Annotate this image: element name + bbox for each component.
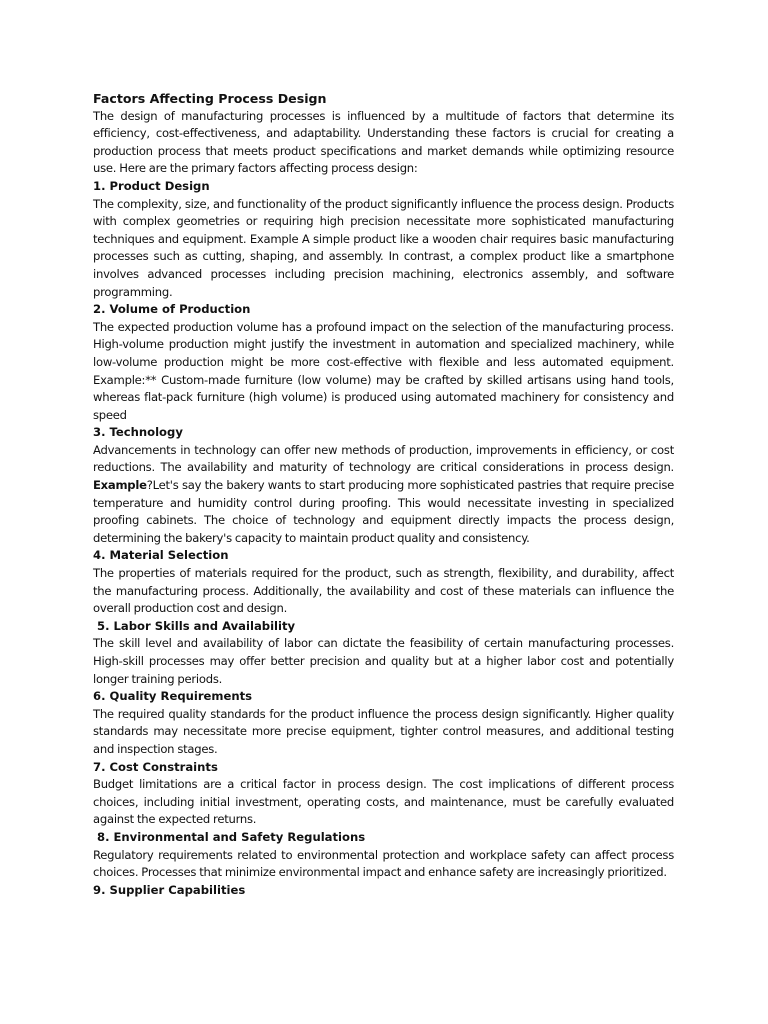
section-body-labor-skills: The skill level and availability of labor can dictate the feasibility of certain manufacturing processes. High-skill processes may offer better precision and quality but at a higher labor cost and potentially longer training periods. bbox=[93, 636, 674, 686]
section-heading-technology: 3. Technology bbox=[93, 425, 183, 440]
section-heading-volume-of-production: 2. Volume of Production bbox=[93, 302, 251, 317]
section-heading-environmental-safety: 8. Environmental and Safety Regulations bbox=[97, 829, 366, 844]
section-body-environmental-safety: Regulatory requirements related to environmental protection and workplace safety can affect process choices. Processes that minimize environmental impact and enhance safety are increasingly prioritized. bbox=[93, 847, 674, 880]
section-heading-cost-constraints: 7. Cost Constraints bbox=[93, 759, 218, 774]
section-body-material-selection: The properties of materials required for the product, such as strength, flexibility, and durability, affect the manufacturing process. Additionally, the availability and cost of these materials can influence the overall production cost and design. bbox=[93, 566, 674, 616]
section-heading-quality-requirements: 6. Quality Requirements bbox=[93, 689, 253, 704]
section-heading-labor-skills: 5. Labor Skills and Availability bbox=[97, 618, 296, 633]
section-body-quality-requirements: The required quality standards for the product influence the process design significantly. Higher quality standards may necessitate more precise equipment, tighter control measures, and additional testing and inspection stages. bbox=[93, 706, 674, 756]
technology-example-label: Example bbox=[93, 478, 147, 493]
section-heading-product-design: 1. Product Design bbox=[93, 178, 210, 193]
technology-body-post: ?Let's say the bakery wants to start producing more sophisticated pastries that require precise temperature and humidity control during proofing. This would necessitate investing in specialized proofing cabinets. The choice of technology and equipment directly impacts the process design, determining the bakery's capacity to maintain product quality and consistency. bbox=[93, 478, 674, 545]
section-heading-supplier-capabilities: 9. Supplier Capabilities bbox=[93, 882, 246, 897]
section-body-technology bbox=[93, 442, 674, 548]
section-body-product-design: The complexity, size, and functionality of the product significantly influence the process design. Products with complex geometries or requiring high precision necessitate more sophisticated manufacturing techniques and equipment. Example A simple product like a wooden chair requires basic manufacturing processes such as cutting, shaping, and assembly. In contrast, a complex product like a smartphone involves advanced processes including precision machining, electronics assembly, and software programming. bbox=[93, 196, 674, 299]
technology-body-pre: Advancements in technology can offer new methods of production, improvements in efficiency, or cost reductions. The availability and maturity of technology are critical considerations in process design. bbox=[93, 442, 674, 475]
intro-paragraph: The design of manufacturing processes is influenced by a multitude of factors that determine its efficiency, cost-effectiveness, and adaptability. Understanding these factors is crucial for creating a production process that meets product specifications and market demands while optimizing resource use. Here are the primary factors affecting process design: bbox=[93, 108, 674, 176]
document-title: Factors Affecting Process Design bbox=[93, 91, 327, 106]
document-page bbox=[93, 90, 674, 899]
section-heading-material-selection: 4. Material Selection bbox=[93, 548, 229, 563]
section-body-volume-of-production: The expected production volume has a profound impact on the selection of the manufacturing process. High-volume production might justify the investment in automation and specialized machinery, while low-volume production might be more cost-effective with flexible and less automated equipment. Example:** Custom-made furniture (low volume) may be crafted by skilled artisans using hand tools, whereas flat-pack furniture (high volume) is produced using automated machinery for consistency and speed bbox=[93, 319, 674, 422]
section-body-cost-constraints: Budget limitations are a critical factor in process design. The cost implications of different process choices, including initial investment, operating costs, and maintenance, must be carefully evaluated against the expected returns. bbox=[93, 777, 674, 827]
